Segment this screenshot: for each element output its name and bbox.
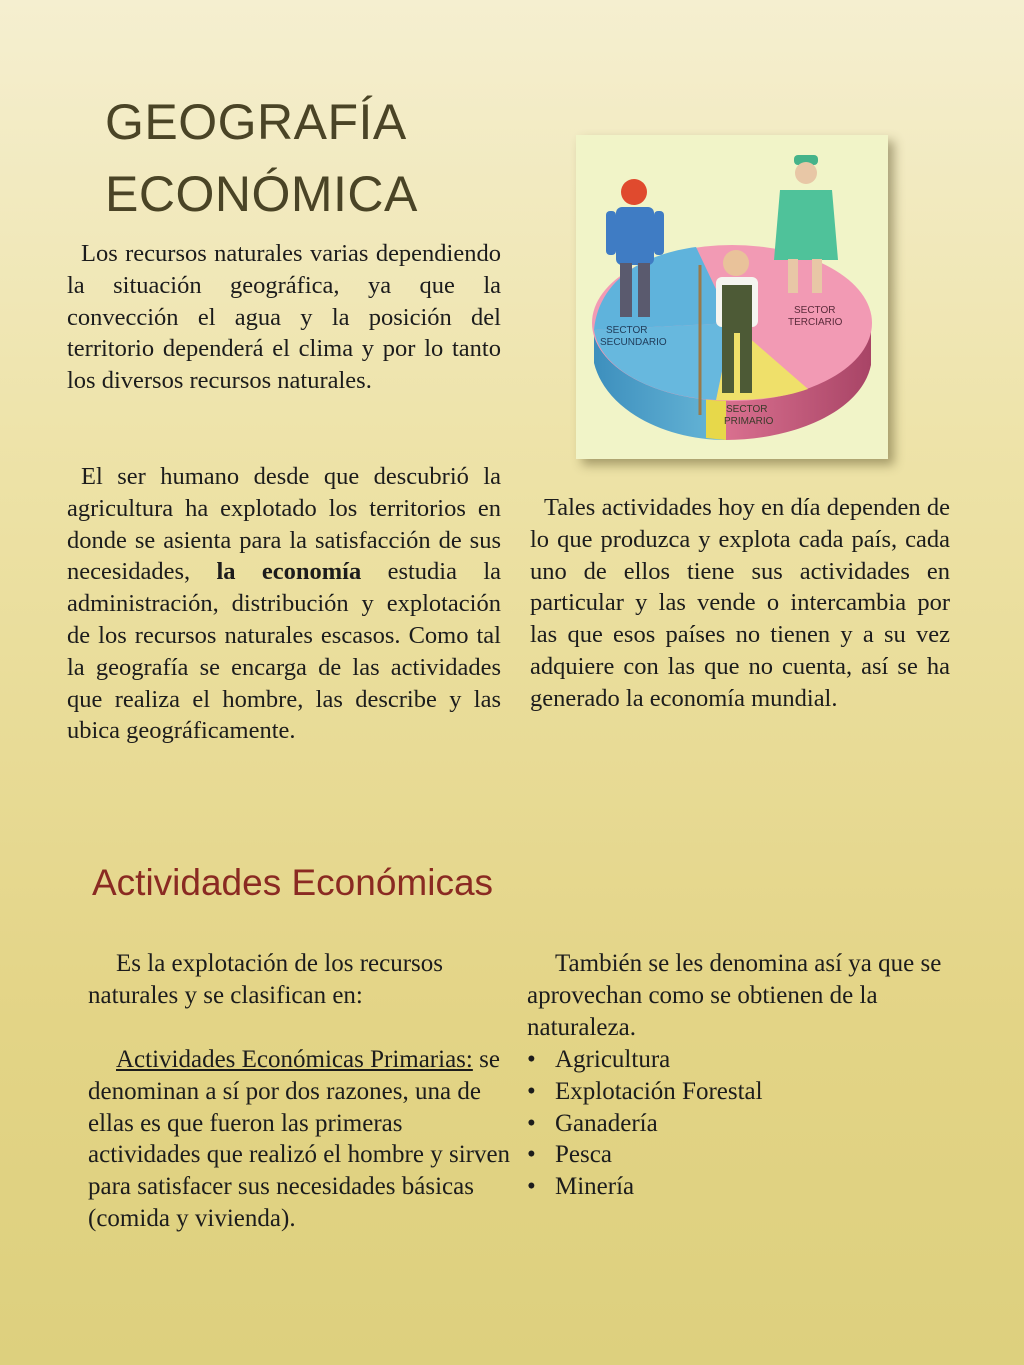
- economy-paragraph: [67, 461, 501, 747]
- page-title: GEOGRAFÍA ECONÓMICA: [105, 94, 418, 222]
- bullet-icon: •: [527, 1109, 536, 1137]
- bullet-icon: •: [527, 1173, 536, 1201]
- section-title: Actividades Económicas: [92, 862, 494, 903]
- list-item: [527, 1044, 957, 1076]
- economy-term: la economía: [216, 558, 362, 586]
- list-item-label: Minería: [555, 1173, 635, 1201]
- label-primario-line1: SECTOR: [726, 404, 768, 415]
- economy-paragraph-start: El ser humano desde que descubrió la agricultura ha explotado los territorios en donde se asienta para la satisfacción de sus necesidades,: [67, 463, 501, 586]
- activities-list: [527, 1044, 957, 1204]
- sectors-pie-drawing: [576, 135, 888, 459]
- primary-activities-heading: Actividades Económicas Primarias:: [116, 1045, 473, 1073]
- primary-activities-text: se denominan a sí por dos razones, una de ellas es que fueron las primeras actividades que realizó el hombre y sirven para satisfacer sus necesidades básicas (comida y vivienda).: [88, 1045, 511, 1233]
- intro-paragraph: Los recursos naturales varias dependiendo la situación geográfica, ya que la convección el agua y la posición del territorio dependerá el clima y por lo tanto los diversos recursos naturales.: [67, 240, 501, 395]
- list-item: [527, 1108, 957, 1140]
- economic-sectors-illustration: [576, 135, 888, 459]
- activities-definition: [88, 948, 518, 1235]
- list-item: [527, 1076, 957, 1108]
- label-secundario-line2: SECUNDARIO: [600, 337, 667, 348]
- list-item-label: Explotación Forestal: [555, 1077, 763, 1105]
- list-item-label: Agricultura: [555, 1045, 671, 1073]
- bullet-icon: •: [527, 1077, 536, 1105]
- economy-paragraph-end: estudia la administración, distribución y explotación de los recursos naturales escasos. Como tal la geografía se encarga de las actividades que realiza el hombre, las describe y las ubica geográficamente.: [67, 558, 502, 745]
- world-economy-paragraph: Tales actividades hoy en día dependen de lo que produzca y explota cada país, cada uno de ellos tiene sus actividades en particular y las vende o intercambia por las que esos países no tienen y a su vez adquiere con las que no cuenta, así se ha generado la economía mundial.: [530, 494, 950, 712]
- primary-activities: [88, 1044, 518, 1235]
- list-item: [527, 1171, 957, 1203]
- activities-intro-text: Es la explotación de los recursos naturales y se clasifican en:: [88, 950, 443, 1009]
- list-item-label: Pesca: [555, 1141, 612, 1169]
- bullet-icon: •: [527, 1141, 536, 1169]
- activities-intro: [88, 948, 518, 1012]
- label-terciario-line2: TERCIARIO: [788, 317, 843, 328]
- label-terciario-line1: SECTOR: [794, 305, 836, 316]
- activities-list-block: [527, 948, 957, 1203]
- list-item-label: Ganadería: [555, 1109, 658, 1137]
- list-intro: [527, 948, 957, 1044]
- list-item: [527, 1139, 957, 1171]
- bullet-icon: •: [527, 1045, 536, 1073]
- list-intro-text: También se les denomina así ya que se aprovechan como se obtienen de la naturaleza.: [527, 950, 942, 1041]
- label-secundario-line1: SECTOR: [606, 325, 648, 336]
- label-primario-line2: PRIMARIO: [724, 416, 774, 427]
- pie-side-yellow: [706, 398, 726, 440]
